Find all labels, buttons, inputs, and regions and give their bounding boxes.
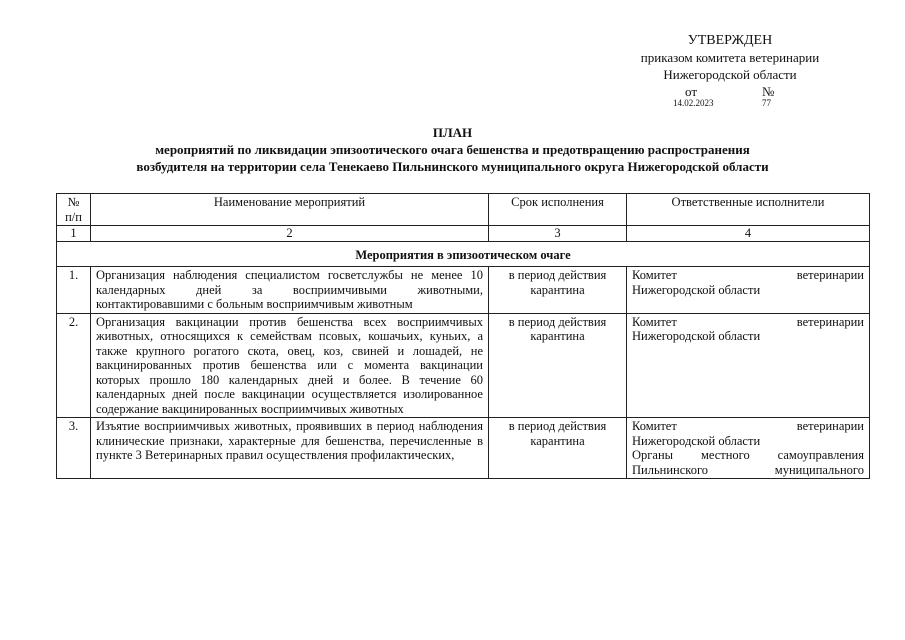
row-number: 2. (57, 313, 91, 418)
header-num: № п/п (57, 194, 91, 226)
row-description: Организация вакцинации против бешенства всех восприимчивых животных, относящихся к семействам псовых, кошачьих, куньих, а также крупного рогатого скота, овец, коз, свиней и лошадей, не вакцинированных против бешенства или с момента вакцинации которых прошло 180 календарных дней и более. В течение 60 календарных дней после вакцинации осуществляется изолированное содержание вакцинированных восприимчивых животных (91, 313, 489, 418)
approval-date: 14.02.2023 (673, 98, 714, 108)
row-number: 1. (57, 267, 91, 314)
row-responsible (627, 267, 870, 314)
responsible-line: Комитет ветеринарии (632, 419, 864, 433)
approval-reference (590, 97, 870, 111)
table-row (57, 418, 870, 479)
responsible-line: Комитет ветеринарии (632, 268, 864, 282)
approval-line-2: Нижегородской области (663, 67, 797, 82)
responsible-line: Органы местного самоуправления (632, 448, 864, 462)
table-row (57, 267, 870, 314)
responsible-line: Комитет ветеринарии (632, 314, 864, 329)
responsible-line: Нижегородской области (632, 282, 761, 297)
approval-number-label: № (762, 84, 775, 99)
row-term: в период действия карантина (489, 267, 627, 314)
responsible-line: Нижегородской области (632, 329, 761, 343)
title-subject-line-2: возбудителя на территории села Тенекаево Пильнинского муниципального округа Нижегородской области (136, 159, 769, 174)
header-term: Срок исполнения (489, 194, 627, 226)
header-responsible: Ответственные исполнители (627, 194, 870, 226)
title-subject-line-1: мероприятий по ликвидации эпизоотического очага бешенства и предотвращению распространения (155, 142, 750, 157)
row-number: 3. (57, 418, 91, 479)
document-title (0, 124, 905, 175)
title-plan: ПЛАН (432, 125, 473, 140)
row-responsible (627, 313, 870, 418)
row-description: Организация наблюдения специалистом госветслужбы не менее 10 календарных дней за восприимчивыми животными, контактировавшими с больным восприимчивым животным (91, 267, 489, 314)
approval-heading: УТВЕРЖДЕН (687, 33, 773, 48)
row-term: в период действия карантина (489, 418, 627, 479)
header-name: Наименование мероприятий (91, 194, 489, 226)
responsible-line: Пильнинского муниципального (632, 462, 864, 477)
approval-labels (590, 83, 870, 97)
approval-line-1: приказом комитета ветеринарии (640, 50, 820, 65)
column-index: 1 (57, 226, 91, 242)
section-row (57, 241, 870, 267)
table-row (57, 313, 870, 418)
approval-number: 77 (762, 98, 771, 108)
table-header-row (57, 194, 870, 226)
measures-table (56, 193, 870, 479)
row-responsible (627, 418, 870, 479)
column-index-row (57, 226, 870, 242)
column-index: 4 (627, 226, 870, 242)
column-index: 2 (91, 226, 489, 242)
approval-block (590, 32, 870, 111)
approval-from-label: от (685, 84, 698, 99)
responsible-line: Нижегородской области (632, 433, 761, 448)
section-title: Мероприятия в эпизоотическом очаге (57, 241, 870, 267)
row-term: в период действия карантина (489, 313, 627, 418)
column-index: 3 (489, 226, 627, 242)
row-description: Изъятие восприимчивых животных, проявивших в период наблюдения клинические признаки, характерные для бешенства, перечисленные в пункте 3 Ветеринарных правил осуществления профилактических, (91, 418, 489, 479)
